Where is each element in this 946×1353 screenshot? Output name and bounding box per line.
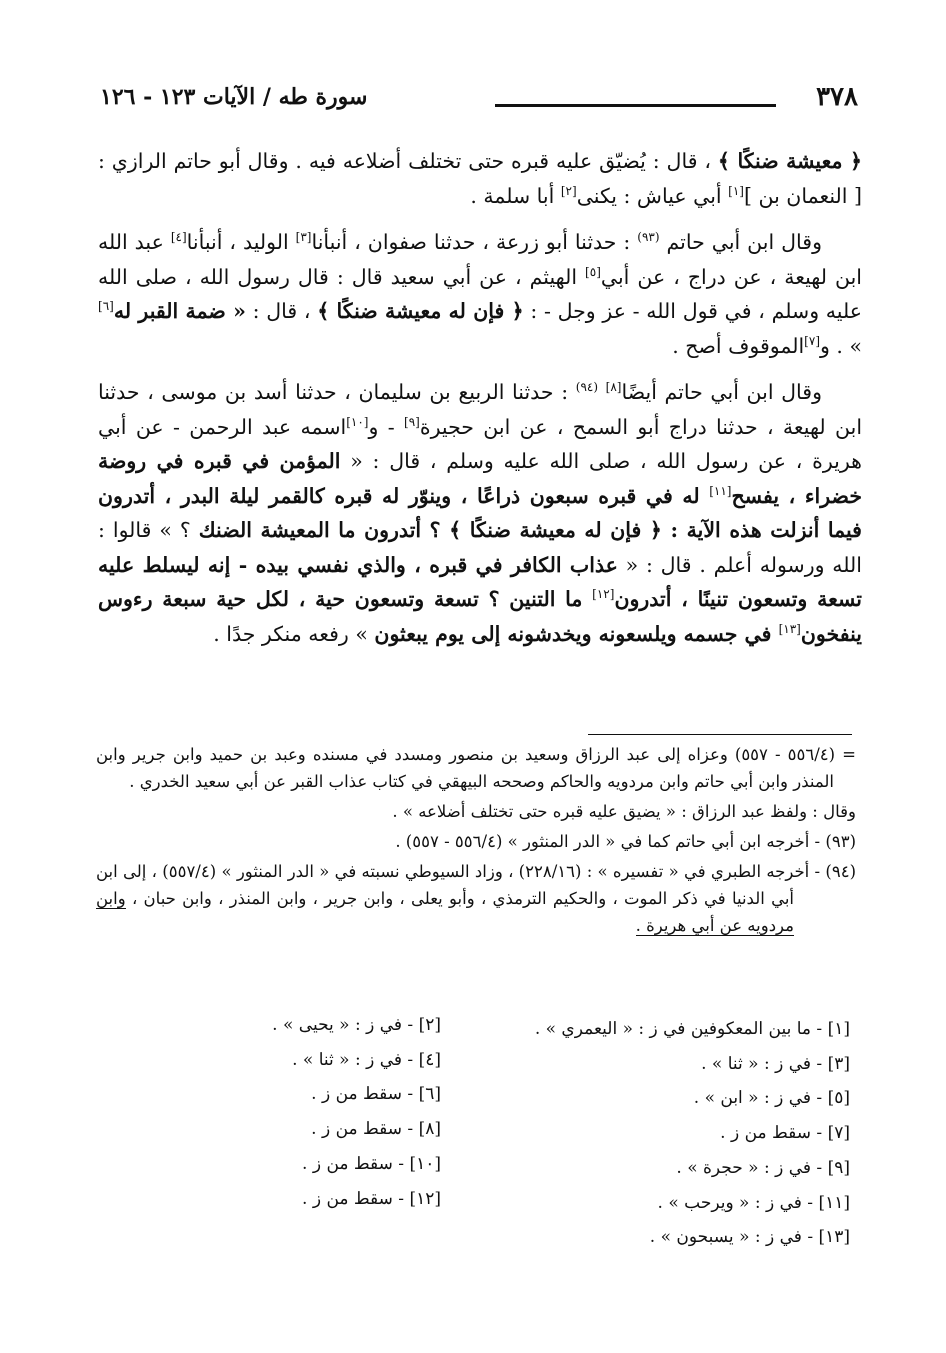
running-title: سورة طه / الآيات ١٢٣ - ١٢٦ [100, 84, 368, 110]
variant-note: [٢] - في ز : « يحيى » . [272, 1015, 441, 1035]
text-run: ، قال : يُضيّق عليه قبره حتى تختلف أضلاعه فيه . وقال أبو حاتم الرازي : [ النعمان بن ] [98, 149, 862, 208]
text-run: (٩٣) - أخرجه ابن أبي حاتم كما في « الدر المنثور » (٥٥٦/٤ - ٥٥٧) . [395, 832, 856, 851]
underlined-text: وابن مردويه عن أبي هريرة . [96, 889, 794, 935]
main-text [98, 144, 862, 663]
text-run: وقال ابن أبي حاتم [659, 230, 822, 254]
note-marker: [٥] [585, 264, 601, 279]
footnote-abdurrazzaq [96, 798, 856, 825]
text-run: أبي عياش : يكنى [576, 183, 729, 208]
variant-note: [٥] - في ز : « ابن » . [693, 1088, 850, 1109]
note-marker: [٣] [295, 230, 312, 245]
paragraph-2 [98, 225, 862, 363]
text-run: - و [368, 414, 404, 439]
note-marker: (٩٤) [575, 380, 599, 395]
text-run: » رفعه منكر جدًا . [213, 621, 375, 646]
page-header [100, 82, 858, 122]
text-run: ؟ » قالوا : الله ورسوله أعلم . قال : « [98, 518, 862, 577]
quoted-text: « ضمة القبر له [113, 299, 246, 323]
note-marker: [٨] [605, 380, 622, 395]
variant-note: [٧] - سقط من ز . [720, 1123, 850, 1144]
note-marker: [١١] [709, 483, 732, 498]
variant-note: [١٢] - سقط من ز . [302, 1188, 441, 1209]
text-run: (٩٤) - أخرجه الطبري في « تفسيره » : (٢٢٨/١٦) ، وزاد السيوطي نسبته في « الدر المنثور » (٥٥٧/٤) ، إلى ابن أبي الدنيا في ذكر الموت ، والحكيم الترمذي ، وأبو يعلى ، وابن جرير ، وابن المنذر ، وابن حبان ، [96, 862, 856, 908]
variant-note: [٣] - في ز : « ثنا » . [701, 1053, 850, 1074]
quoted-text: المؤمن في قبره في روضة خضراء ، يفسح [98, 449, 862, 508]
text-run: الموقوف أصح . [672, 333, 805, 358]
footnote-94 [96, 858, 856, 939]
note-marker: [١٠] [346, 414, 369, 429]
text-run: أبا سلمة . [470, 183, 561, 208]
footnote-93 [96, 828, 856, 855]
note-marker: [٢] [560, 183, 577, 198]
note-marker: [٧] [804, 333, 820, 348]
variants-column-left [141, 1008, 441, 1216]
text-run: الوليد ، أنبأنا [186, 230, 296, 254]
quoted-text: ﴿ معيشة ضنكًا ﴾ [717, 149, 863, 173]
quoted-text: في جسمه ويلسعونه ويخدشونه إلى يوم يبعثون [374, 621, 779, 646]
header-rule [495, 104, 776, 107]
text-run: وقال : ولفظ عبد الرزاق : « يضيق عليه قبره حتى تختلف أضلاعه » . [392, 802, 856, 821]
variant-note: [٤] - في ز : « ثنا » . [292, 1049, 441, 1070]
variants-column-right [480, 1012, 850, 1255]
quoted-text: ﴿ فإن له معيشة ضنكًا ﴾ [317, 299, 524, 323]
footnotes [96, 741, 856, 942]
text-run: الهيثم ، عن أبي سعيد قال : قال رسول الله ، صلى الله عليه وسلم ، في قول الله - عز وجل - : [98, 264, 862, 323]
note-marker: [٤] [170, 230, 187, 245]
variant-note: [١٠] - سقط من ز . [302, 1153, 441, 1174]
note-marker: [٦] [98, 299, 114, 314]
paragraph-3 [98, 375, 862, 651]
text-run: اسمه عبد الرحمن - عن أبي هريرة ، عن رسول الله ، صلى الله عليه وسلم ، قال : « [98, 414, 862, 473]
text-run [598, 380, 606, 404]
variant-note: [٩] - في ز : « حجرة » . [676, 1157, 850, 1178]
text-run: عبد الله ابن لهيعة ، عن دراج ، عن أبي [98, 230, 862, 289]
note-marker: [١] [728, 183, 744, 198]
note-marker: [٩] [404, 414, 420, 429]
paragraph-1 [98, 144, 862, 213]
quoted-text: ما التنين ؟ تسعة وتسعون حية ، لكل حية سبعة رءوس ينفخون [98, 587, 862, 646]
quoted-text: له في قبره سبعون ذراعًا ، وينوّر له قبره كالقمر ليلة البدر ، أتدرون فيما أنزلت هذه الآية : ﴿ فإن له معيشة ضنكًا ﴾ ؟ أتدرون ما المعيشة الضنك [98, 483, 862, 542]
note-marker: (٩٣) [637, 230, 660, 245]
variant-note: [١١] - في ز : « ويرحب » . [657, 1192, 850, 1213]
page-number: ٣٧٨ [816, 82, 858, 112]
text-run: = (٥٥٦/٤ - ٥٥٧) وعزاه إلى عبد الرزاق وسعيد بن منصور ومسدد في مسنده وعبد بن حميد وابن جرير وابن المنذر وابن أبي حاتم وابن مردويه والحاكم وصححه البيهقي في كتاب عذاب القبر عن أبي سعيد الخدري . [96, 745, 856, 791]
variant-note: [١٣] - في ز : « يسبحون » . [649, 1227, 850, 1248]
footnote-continuation [96, 741, 856, 795]
text-run: : حدثنا الربيع بن سليمان ، حدثنا أسد بن موسى ، حدثنا ابن لهيعة ، حدثنا دراج أبو السمح ، عن ابن حجيرة [98, 380, 863, 439]
note-marker: [١٢] [592, 587, 615, 602]
footnote-separator [588, 734, 852, 735]
text-run: : حدثنا أبو زرعة ، حدثنا صفوان ، أنبأنا [311, 230, 638, 254]
text-run: وقال ابن أبي حاتم أيضًا [621, 380, 822, 404]
quoted-text: عذاب الكافر في قبره ، والذي نفسي بيده - إنه ليسلط عليه تسعة وتسعون تنينًا ، أتدرون [98, 552, 862, 611]
variant-note: [٦] - سقط من ز . [311, 1084, 441, 1105]
text-run: ، قال : [245, 299, 318, 323]
variant-note: [١] - ما بين المعكوفين في ز : « اليعمري » . [534, 1019, 850, 1039]
text-run: » . و [820, 333, 862, 358]
note-marker: [١٣] [778, 621, 801, 636]
variant-note: [٨] - سقط من ز . [311, 1119, 441, 1140]
